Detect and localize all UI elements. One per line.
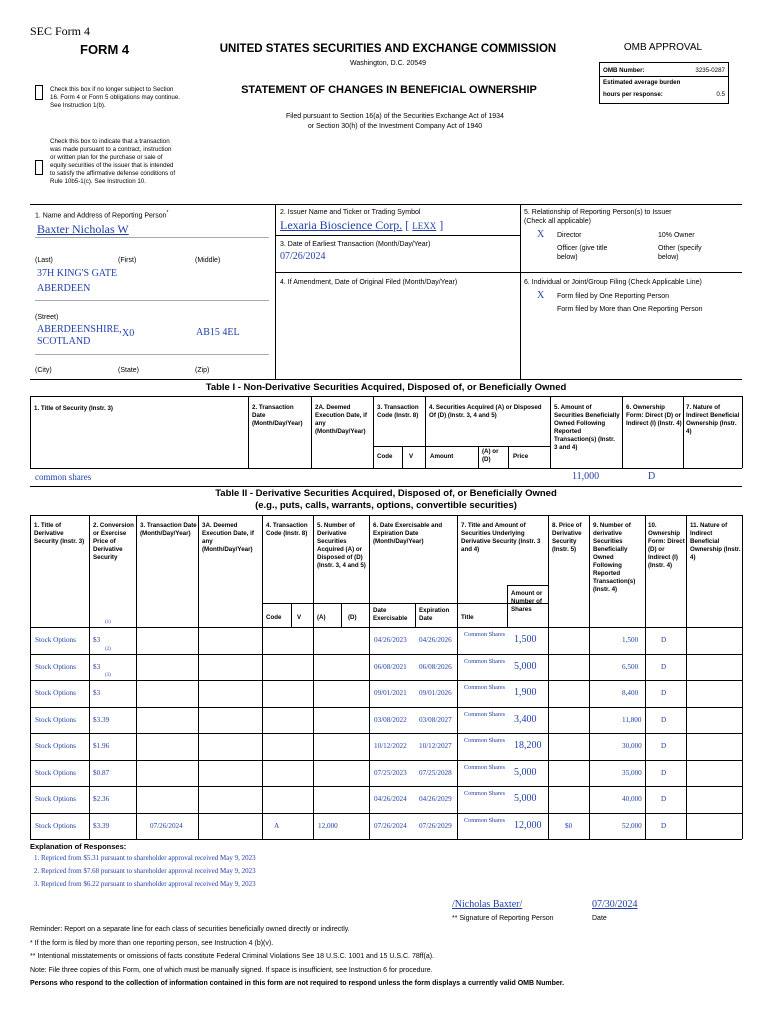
owned-following: 6,500 [622,662,639,671]
zip-value: AB15 4EL [196,327,240,338]
box5-label: 5. Relationship of Reporting Person(s) to Issuer [524,209,672,216]
conversion-price: $3 [93,662,101,671]
footnote-1: 1. Repriced from $5.31 pursuant to shareholder approval received May 9, 2023 [34,854,256,862]
t1-h4: 4. Securities Acquired (A) or Disposed Of (D) (Instr. 3, 4 and 5) [429,404,542,419]
table-row: Stock Options $3 (3) 09/01/2021 09/01/2026 1,900 8,400 D Common Shares [30,680,742,706]
table-row [30,760,742,786]
note-violations: ** Intentional misstatements or omissions of facts constitute Federal Criminal Violations See 18 U.S.C. 1001 and 15 U.S.C. 78ff(a). [30,953,434,960]
ownership-form: D [661,662,667,671]
owned-following: 52,000 [622,821,642,830]
date-exercisable: 10/12/2022 [374,742,407,750]
derivative-security: Stock Options [35,795,76,803]
t1-h7: 7. Nature of Indirect Beneficial Ownership (Instr. 4) [686,404,740,435]
ownership-form: D [661,742,667,750]
owned-following: 1,500 [622,636,639,644]
t1-h5: 5. Amount of Securities Beneficially Owned Following Reported Transaction(s) (Instr. 3 and 4) [554,404,620,451]
director-check[interactable]: X [537,229,545,240]
city-value: ABERDEENSHIRE, [37,324,122,335]
table1-title: Table I - Non-Derivative Securities Acquired, Disposed of, or Beneficially Owned [205,382,567,393]
street-label: (Street) [35,314,59,321]
t1-row-title: common shares [35,472,92,482]
underlying-amount: 1,900 [514,687,537,698]
note-instruction: * If the form is filed by more than one reporting person, see Instruction 4 (b)(v). [30,940,274,947]
transaction-code: A [274,821,280,830]
t2-h5: 5. Number of Derivative Securities Acquired (A) or Disposed of (D) (Instr. 3, 4 and 5) [317,522,366,569]
table2-title: Table II - Derivative Securities Acquired, Disposed of, or Beneficially Owned [215,488,557,499]
t2-exp: Expiration Date [419,607,450,622]
derivative-price: $0 [565,821,573,830]
derivative-security: Stock Options [35,689,76,697]
date-exercisable: 03/08/2022 [374,715,407,724]
owned-following: 40,000 [622,795,642,803]
note-reminder: Reminder: Report on a separate line for each class of securities beneficially owned directly or indirectly. [30,926,350,933]
underlying-amount: 18,200 [514,740,542,751]
underlying-amount: 5,000 [514,766,537,778]
t2-a: (A) [317,614,326,621]
section16-text: Check this box if no longer subject to Section 16. Form 4 or Form 5 obligations may continue. See Instruction 1(b). [50,86,180,109]
rule10b5-checkbox[interactable] [35,160,43,175]
filed-line2: or Section 30(h) of the Investment Company Act of 1940 [307,123,483,130]
table-row [30,786,742,812]
table-row: Stock Options $3 (2) 06/08/2021 06/08/2026 5,000 6,500 D Common Shares [30,654,742,680]
note-omb: Persons who respond to the collection of information contained in this form are not required to respond unless the form displays a currently valid OMB Number. [30,980,565,987]
t1-row-owned: 11,000 [572,471,600,482]
section16-checkbox[interactable] [35,85,43,100]
reporting-person-name[interactable]: Baxter Nicholas W [37,222,129,236]
ownership-form: D [661,636,667,644]
signature-date: 07/30/2024 [592,899,638,910]
t1-row-form: D [648,471,656,482]
acquired-amount: 12,000 [318,821,338,830]
form-title: FORM 4 [80,42,130,57]
t2-v: V [297,614,302,621]
table-row [30,733,742,759]
derivative-security: Stock Options [35,636,76,644]
underlying-title: Common Shares [464,763,506,771]
ownership-form: D [661,768,667,777]
box6-label: 6. Individual or Joint/Group Filing (Check Applicable Line) [524,279,702,286]
date-exercisable: 07/25/2023 [374,768,407,777]
earliest-date: 07/26/2024 [280,251,326,262]
t1-aord: (A) or (D) [482,448,499,463]
address-line1: 37H KING'S GATE [37,268,118,279]
t2-h4: 4. Transaction Code (Instr. 8) [266,522,308,537]
ownership-form: D [661,821,667,830]
ownership-form: D [661,715,667,724]
agency-name: UNITED STATES SECURITIES AND EXCHANGE COMMISSION [219,43,557,55]
expiration-date: 03/08/2027 [419,715,452,724]
t2-h3a: 3A. Deemed Execution Date, if any (Month/Day/Year) [202,522,254,553]
filed-line1: Filed pursuant to Section 16(a) of the Securities Exchange Act of 1934 [286,113,504,120]
ten-pct-owner-label: 10% Owner [658,232,695,239]
box2-label: 2. Issuer Name and Ticker or Trading Symbol [280,209,421,216]
box1-label: 1. Name and Address of Reporting Person* [35,210,169,220]
date-exercisable: 07/26/2024 [374,821,407,830]
t2-h3: 3. Transaction Date (Month/Day/Year) [140,522,197,537]
footnote-3: 3. Repriced from $6.22 pursuant to shareholder approval received May 9, 2023 [34,880,256,888]
underlying-title: Common Shares [464,790,506,797]
city-value-2: SCOTLAND [37,336,91,347]
date-exercisable: 06/08/2021 [374,662,407,671]
middle-label: (Middle) [195,257,221,264]
omb-title: OMB APPROVAL [623,42,703,53]
omb-hours: 0.5 [716,91,725,98]
derivative-security: Stock Options [35,821,76,830]
underlying-amount: 5,000 [514,793,537,804]
officer-label-2: below) [557,254,578,261]
t2-d: (D) [348,614,357,621]
underlying-amount: 1,500 [514,634,537,645]
underlying-amount: 5,000 [514,660,537,672]
conversion-price: $3.39 [93,715,110,724]
t1-code: Code [377,453,393,460]
other-label-2: below) [658,254,679,261]
t2-h6: 6. Date Exercisable and Expiration Date (Month/Day/Year) [373,522,443,545]
derivative-security: Stock Options [35,715,76,724]
t1-amount: Amount [430,453,454,460]
date-exercisable: 09/01/2021 [374,689,407,697]
expiration-date: 10/12/2027 [419,742,452,750]
underlying-title: Common Shares [464,631,506,638]
owned-following: 11,800 [622,715,642,724]
table2-subtitle: (e.g., puts, calls, warrants, options, convertible securities) [255,500,517,511]
conversion-price: $3 [93,636,101,644]
derivative-security: Stock Options [35,768,76,777]
t2-title: Title [461,614,474,621]
t2-date-ex: Date Exercisable [373,607,408,622]
t2-h11: 11. Nature of Indirect Beneficial Ownership (Instr. 4) [690,522,741,561]
omb-hours-label: hours per response: [603,91,663,98]
rule10b5-text: Check this box to indicate that a transaction was made pursuant to a contract, instruction or written plan for the purchase or sale of equity securities of the issuer that is intended to satisfy the affirmative defense conditions of Rule 10b5-1(c). See Instruction 10. [50,138,176,185]
state-value: X0 [122,328,135,339]
t1-h2a: 2A. Deemed Execution Date, if any (Month/Day/Year) [315,404,367,435]
other-label: Other (specify [658,245,702,252]
omb-approval [600,42,726,53]
agency-city: Washington, D.C. 20549 [349,60,426,67]
underlying-title: Common Shares [464,684,506,691]
conversion-price: $3 [93,689,101,697]
statement-title: STATEMENT OF CHANGES IN BENEFICIAL OWNERSHIP [241,84,537,96]
underlying-title: Common Shares [464,657,506,665]
underlying-title: Common Shares [464,710,506,718]
underlying-title: Common Shares [464,816,506,824]
expiration-date: 07/26/2029 [419,821,452,830]
transaction-date: 07/26/2024 [150,821,183,830]
expiration-date: 09/01/2026 [419,689,452,697]
footnote-2: 2. Repriced from $7.68 pursuant to shareholder approval received May 9, 2023 [34,867,256,875]
underlying-amount: 12,000 [514,819,542,831]
last-label: (Last) [35,257,53,264]
t1-h3: 3. Transaction Code (Instr. 8) [377,404,419,419]
explanation-title: Explanation of Responses: [30,842,127,851]
address-line2: ABERDEEN [37,283,91,294]
one-person-check[interactable]: X [537,290,545,301]
table-row: Stock Options $3 (1) 04/26/2023 04/26/2026 1,500 1,500 D Common Shares [30,627,742,653]
box5-label-2: (Check all applicable) [524,218,591,225]
expiration-date: 07/25/2028 [419,768,452,777]
underlying-amount: 3,400 [514,713,537,725]
expiration-date: 04/26/2029 [419,795,452,803]
t1-v: V [409,453,414,460]
conversion-price: $2.36 [93,795,110,803]
signature-name: /Nicholas Baxter/ [452,899,523,910]
omb-burden-label: Estimated average burden [603,79,681,86]
t2-h10: 10. Ownership Form: Direct (D) or Indirect (I) (Instr. 4) [648,522,685,569]
city-label: (City) [35,367,52,374]
omb-box [599,62,729,104]
conversion-price: $0.87 [93,768,110,777]
issuer-name[interactable]: Lexaria Bioscience Corp. [ LEXX ] [280,218,444,232]
t1-h6: 6. Ownership Form: Direct (D) or Indirect (I) (Instr. 4) [626,404,682,427]
t1-price: Price [513,453,529,460]
date-label: Date [592,915,607,922]
owned-following: 35,000 [622,768,642,777]
box3-label: 3. Date of Earliest Transaction (Month/Day/Year) [280,241,431,248]
omb-number: 3235-0287 [695,67,725,74]
table-row [30,813,742,839]
t2-h9: 9. Number of derivative Securities Beneficially Owned Following Reported Transaction(s) (Instr. 4) [593,522,636,593]
signature-label: ** Signature of Reporting Person [452,915,554,922]
underlying-title: Common Shares [464,737,506,744]
state-label: (State) [118,367,140,374]
table-row [30,707,742,733]
first-label: (First) [118,257,137,264]
expiration-date: 06/08/2026 [419,662,452,671]
ownership-form: D [661,795,667,803]
ownership-form: D [661,689,667,697]
t2-code: Code [266,614,282,621]
zip-label: (Zip) [195,367,210,374]
expiration-date: 04/26/2026 [419,636,452,644]
one-person-label: Form filed by One Reporting Person [557,293,670,300]
owned-following: 30,000 [622,742,642,750]
conversion-price: $3.39 [93,821,110,830]
officer-label: Officer (give title [557,245,608,252]
note-copies: Note: File three copies of this Form, one of which must be manually signed. If space is insufficient, see Instruction 6 for procedure. [30,967,433,974]
t2-amount: Amount or Number of Shares [511,590,543,613]
t1-h2: 2. Transaction Date (Month/Day/Year) [252,404,303,427]
date-exercisable: 04/26/2024 [374,795,407,803]
omb-number-label: OMB Number: [603,67,645,74]
t2-h7: 7. Title and Amount of Securities Underlying Derivative Security (Instr. 3 and 4) [461,522,541,553]
date-exercisable: 04/26/2023 [374,636,407,644]
director-label: Director [557,232,582,239]
box4-label: 4. If Amendment, Date of Original Filed (Month/Day/Year) [280,279,458,286]
derivative-security: Stock Options [35,742,76,750]
t2-h8: 8. Price of Derivative Security (Instr. 5) [552,522,582,553]
t1-h1: 1. Title of Security (Instr. 3) [34,405,113,412]
more-person-label: Form filed by More than One Reporting Person [557,306,703,313]
t2-h2: 2. Conversion or Exercise Price of Derivative Security [93,522,134,561]
owned-following: 8,400 [622,689,639,697]
derivative-security: Stock Options [35,662,76,671]
conversion-price: $1.96 [93,742,110,750]
t2-h1: 1. Title of Derivative Security (Instr. 3) [34,522,85,545]
sec-form-label: SEC Form 4 [30,24,91,38]
